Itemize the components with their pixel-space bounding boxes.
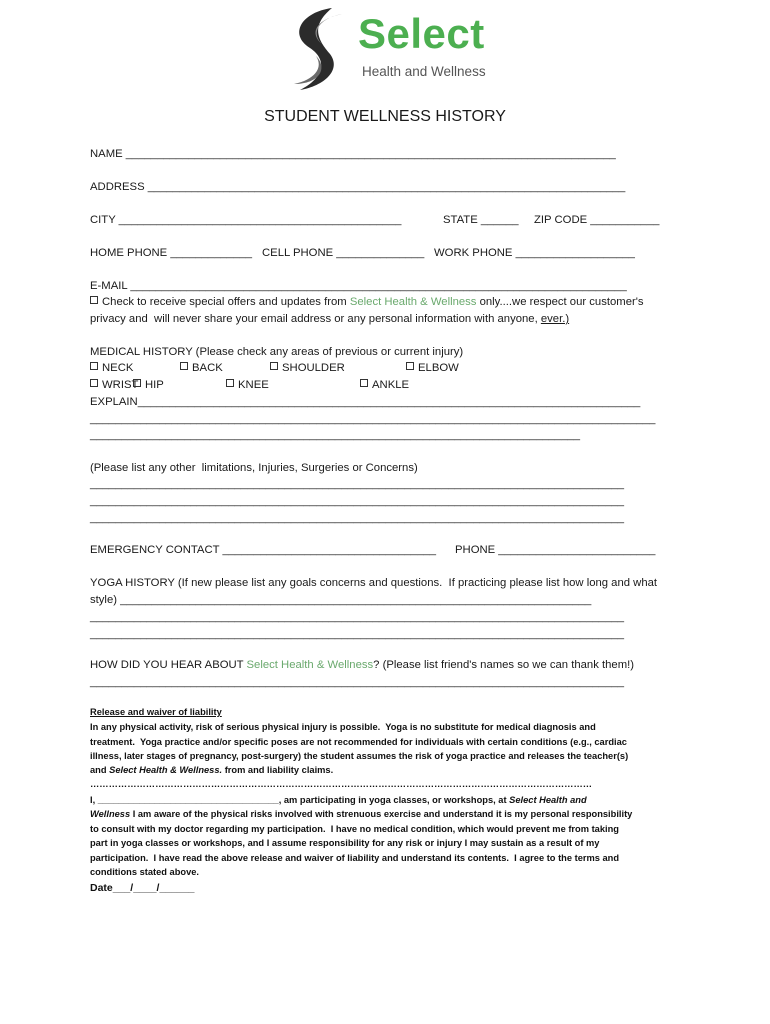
checkbox[interactable]: [270, 362, 278, 370]
release-text: illness, later stages of pregnancy, post-surgery) the student assumes the risk of yoga practice and releases the teacher(s): [90, 751, 629, 761]
checkbox[interactable]: [90, 379, 98, 387]
brand-tagline: Health and Wellness: [362, 64, 486, 79]
limitations-line-1[interactable]: _____________________________________________________________________________________: [90, 478, 625, 490]
hear-heading: HOW DID YOU HEAR ABOUT Select Health & Wellness? (Please list friend's names so we can thank them!): [90, 659, 635, 671]
release-text: part in yoga classes or workshops, and I assume responsibility for any risk or injury I may sustain as a result of my: [90, 838, 600, 848]
cell-phone-field[interactable]: CELL PHONE ______________: [262, 247, 425, 259]
release-text: and Select Health & Wellness. from and liability claims.: [90, 765, 334, 775]
city-field[interactable]: CITY _____________________________________________: [90, 214, 402, 226]
medical-heading: MEDICAL HISTORY (Please check any areas of previous or current injury): [90, 346, 464, 358]
brand-name: Select: [358, 10, 485, 57]
release-text: to consult with my doctor regarding my participation. I have no medical condition, which would prevent me from taking: [90, 824, 619, 834]
checkbox[interactable]: [360, 379, 368, 387]
limitations-line-2[interactable]: _____________________________________________________________________________________: [90, 495, 625, 507]
brand-link: Select Health & Wellness: [349, 296, 477, 308]
date-field[interactable]: Date___/____/______: [90, 882, 195, 894]
s-swoosh-icon: [280, 4, 352, 96]
checkbox[interactable]: [180, 362, 188, 370]
emergency-contact-field[interactable]: EMERGENCY CONTACT __________________________________: [90, 544, 437, 556]
state-field[interactable]: STATE ______: [443, 214, 519, 226]
zip-field[interactable]: ZIP CODE ___________: [534, 214, 660, 226]
option-hip[interactable]: HIP: [133, 379, 164, 391]
option-ankle[interactable]: ANKLE: [360, 379, 409, 391]
yoga-line-1[interactable]: style) ___________________________________________________________________________: [90, 594, 592, 606]
checkbox[interactable]: [90, 362, 98, 370]
name-field[interactable]: NAME ______________________________________________________________________________: [90, 148, 616, 160]
page-title: STUDENT WELLNESS HISTORY: [264, 108, 506, 125]
dotted-divider: ………………………………………………………………………………………………………………………………………………: [90, 779, 593, 789]
work-phone-field[interactable]: WORK PHONE ___________________: [434, 247, 635, 259]
release-text: conditions stated above.: [90, 867, 199, 877]
checkbox[interactable]: [133, 379, 141, 387]
yoga-heading: YOGA HISTORY (If new please list any goals concerns and questions. If practicing please list how long and what: [90, 577, 658, 589]
offers-checkbox[interactable]: [90, 296, 98, 304]
release-text: treatment. Yoga practice and/or specific poses are not recommended for individuals with certain conditions (e.g., cardiac: [90, 737, 627, 747]
option-back[interactable]: BACK: [180, 362, 223, 374]
participant-name-field[interactable]: I, ___________________________________, am participating in yoga classes, or workshops, at Select Health and: [90, 795, 587, 805]
checkbox[interactable]: [226, 379, 234, 387]
explain-line-1[interactable]: __________________________________________________________________________________________: [90, 413, 656, 425]
checkbox[interactable]: [406, 362, 414, 370]
hear-line[interactable]: _____________________________________________________________________________________: [90, 676, 625, 688]
yoga-line-3[interactable]: _____________________________________________________________________________________: [90, 628, 625, 640]
email-field[interactable]: E-MAIL _______________________________________________________________________________: [90, 280, 627, 292]
release-text: In any physical activity, risk of serious physical injury is possible. Yoga is no substitute for medical diagnosis and: [90, 722, 596, 732]
explain-line-2[interactable]: ______________________________________________________________________________: [90, 429, 581, 441]
option-knee[interactable]: KNEE: [226, 379, 269, 391]
limitations-heading: (Please list any other limitations, Injuries, Surgeries or Concerns): [90, 462, 418, 474]
option-shoulder[interactable]: SHOULDER: [270, 362, 345, 374]
option-wrist[interactable]: WRIST: [90, 379, 138, 391]
address-field[interactable]: ADDRESS ____________________________________________________________________________: [90, 181, 626, 193]
limitations-line-3[interactable]: _____________________________________________________________________________________: [90, 512, 625, 524]
offers-line: Check to receive special offers and updates from Select Health & Wellness only....we respect our customer's: [90, 296, 644, 308]
yoga-line-2[interactable]: _____________________________________________________________________________________: [90, 611, 625, 623]
explain-field[interactable]: EXPLAIN________________________________________________________________________________: [90, 396, 641, 408]
release-text: participation. I have read the above release and waiver of liability and understand its contents. I agree to the terms and: [90, 853, 620, 863]
release-heading: Release and waiver of liability: [90, 707, 222, 717]
offers-line-2: privacy and will never share your email address or any personal information with anyone, ever.): [90, 313, 570, 325]
logo: [280, 4, 520, 96]
emergency-phone-field[interactable]: PHONE _________________________: [455, 544, 656, 556]
option-neck[interactable]: NECK: [90, 362, 133, 374]
home-phone-field[interactable]: HOME PHONE _____________: [90, 247, 253, 259]
option-elbow[interactable]: ELBOW: [406, 362, 459, 374]
release-text: Wellness I am aware of the physical risks involved with strenuous exercise and understand it is my personal responsibility: [90, 809, 633, 819]
